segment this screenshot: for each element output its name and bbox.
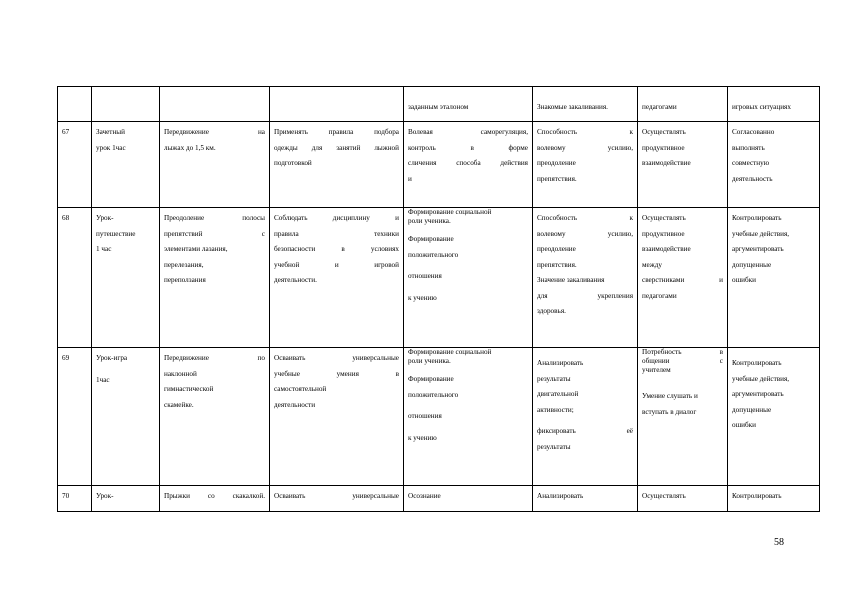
table-row xyxy=(58,87,820,122)
table-row xyxy=(58,122,820,208)
lesson-type: Урок- путешествие 1 час xyxy=(92,208,160,348)
cell: Знакомые закаливания. xyxy=(533,87,638,122)
communicative-results: Потребность в общении с учителем Умение слушать и вступать в диалог xyxy=(638,348,728,486)
lesson-goal: Осваивать универсальные учебные умения в самостоятельной деятельности xyxy=(270,348,404,486)
regulative-results: Способность к волевому усилию, преодоление препятствия. xyxy=(533,122,638,208)
page-number: 58 xyxy=(774,537,784,548)
lesson-goal: Соблюдать дисциплину и правила техники безопасности в условиях учебной и игровой деятельности. xyxy=(270,208,404,348)
personal-results: Формирование социальной роли ученика. Формирование положительного отношения к учению xyxy=(404,208,533,348)
personal-results: Волевая саморегуляция, контроль в форме сличения способа действия и xyxy=(404,122,533,208)
communicative-results: Осуществлять продуктивное взаимодействие xyxy=(638,122,728,208)
personal-results: Формирование социальной роли ученика. Формирование положительного отношения к учению xyxy=(404,348,533,486)
personal-results: Осознание xyxy=(404,486,533,512)
cognitive-results: Контролировать xyxy=(728,486,820,512)
regulative-results: Способность к волевому усилию, преодоление препятствия. Значение закаливания для укрепления здоровья. xyxy=(533,208,638,348)
lesson-plan-table xyxy=(57,86,820,512)
cognitive-results: Контролировать учебные действия, аргументировать допущенные ошибки xyxy=(728,348,820,486)
cell xyxy=(160,87,270,122)
regulative-results: Анализировать результаты двигательной активности; фиксировать её результаты xyxy=(533,348,638,486)
cell: игровых ситуациях xyxy=(728,87,820,122)
lesson-goal: Осваивать универсальные xyxy=(270,486,404,512)
cell: заданным эталоном xyxy=(404,87,533,122)
table-row xyxy=(58,348,820,486)
lesson-content: Передвижение на лыжах до 1,5 км. xyxy=(160,122,270,208)
table-row xyxy=(58,486,820,512)
table-row xyxy=(58,208,820,348)
lesson-number: 67 xyxy=(58,122,92,208)
lesson-number: 69 xyxy=(58,348,92,486)
lesson-type: Урок-игра 1час xyxy=(92,348,160,486)
cell xyxy=(92,87,160,122)
lesson-number: 70 xyxy=(58,486,92,512)
cell xyxy=(58,87,92,122)
lesson-number: 68 xyxy=(58,208,92,348)
cognitive-results: Согласованно выполнять совместную деятельность xyxy=(728,122,820,208)
regulative-results: Анализировать xyxy=(533,486,638,512)
cognitive-results: Контролировать учебные действия, аргументировать допущенные ошибки xyxy=(728,208,820,348)
lesson-content: Преодоление полосы препятствий с элементами лазания, перелезания, переползания xyxy=(160,208,270,348)
lesson-type: Урок- xyxy=(92,486,160,512)
communicative-results: Осуществлять продуктивное взаимодействие между сверстниками и педагогами xyxy=(638,208,728,348)
lesson-type: Зачетный урок 1час xyxy=(92,122,160,208)
lesson-content: Передвижение по наклонной гимнастической скамейке. xyxy=(160,348,270,486)
lesson-content: Прыжки со скакалкой. xyxy=(160,486,270,512)
cell xyxy=(270,87,404,122)
lesson-goal: Применять правила подбора одежды для занятий лыжной подготовкой xyxy=(270,122,404,208)
cell: педагогами xyxy=(638,87,728,122)
communicative-results: Осуществлять xyxy=(638,486,728,512)
